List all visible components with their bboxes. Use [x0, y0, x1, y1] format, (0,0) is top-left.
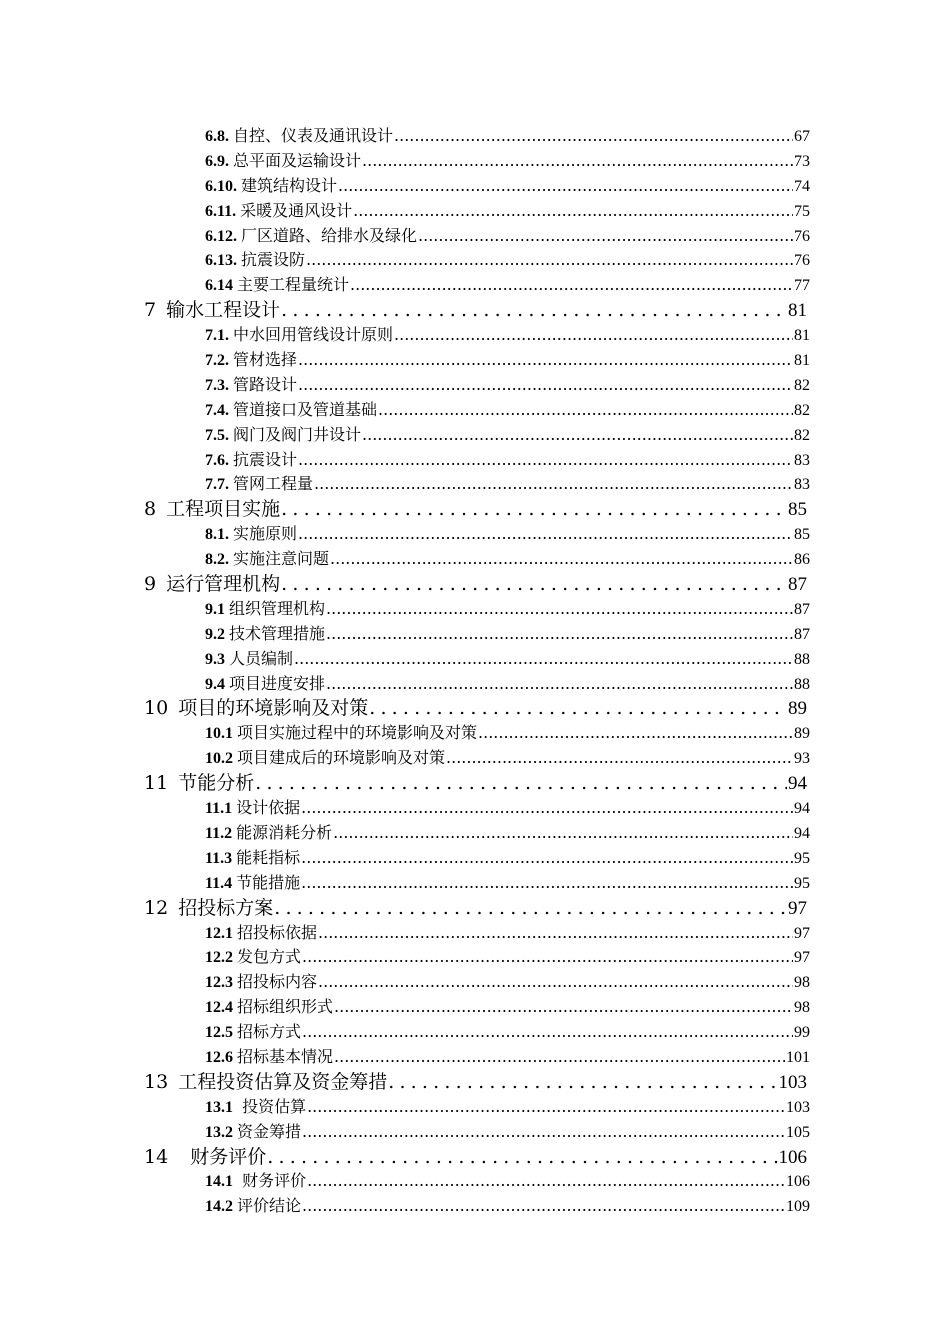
toc-entry-text: 工程项目实施: [166, 498, 281, 521]
toc-entry-number: 6.8.: [205, 128, 229, 145]
dot-leader: [307, 1095, 785, 1120]
toc-entry-text: 建筑结构设计: [241, 175, 338, 195]
toc-entry-title: [205, 423, 361, 449]
toc-entry-number: 12.5: [205, 1024, 233, 1042]
toc-chapter-entry[interactable]: [0, 896, 950, 921]
toc-entry-title: [205, 647, 293, 673]
toc-entry-title: [205, 721, 477, 747]
dot-leader: [338, 174, 793, 199]
dot-leader: [298, 348, 793, 373]
toc-entry-text: 管道接口及管道基础: [233, 399, 378, 419]
toc-entry-number: 12.1: [205, 924, 233, 942]
toc-entry-title: [205, 846, 300, 872]
toc-entry-text: 抗震设计: [233, 449, 298, 469]
toc-section-entry[interactable]: [0, 174, 950, 199]
toc-entry-text: 组织管理机构: [229, 598, 326, 618]
table-of-contents: [0, 124, 950, 1219]
toc-entry-title: [205, 323, 393, 349]
toc-section-entry[interactable]: [0, 970, 950, 995]
dot-leader: [318, 921, 793, 946]
toc-entry-text: 财务评价: [237, 1171, 307, 1191]
toc-page-number: 103: [786, 1098, 810, 1116]
toc-page-number: 98: [794, 974, 810, 992]
toc-entry-number: 7.7.: [205, 476, 229, 494]
toc-section-entry[interactable]: [0, 1120, 950, 1145]
toc-entry-number: 9: [144, 573, 157, 596]
toc-entry-text: 项目实施过程中的环境影响及对策: [237, 723, 478, 743]
toc-entry-title: [205, 871, 300, 897]
toc-section-entry[interactable]: [0, 647, 950, 672]
toc-entry-title: [205, 547, 329, 573]
toc-entry-number: 13.2: [205, 1123, 233, 1141]
toc-entry-number: 12: [144, 896, 169, 919]
toc-page-number: 85: [794, 526, 810, 544]
toc-page-number: 97: [788, 897, 807, 919]
toc-entry-text: 管网工程量: [233, 474, 314, 494]
toc-chapter-entry[interactable]: [0, 298, 950, 323]
toc-page-number: 76: [794, 227, 810, 245]
toc-entry-text: 评价结论: [237, 1196, 302, 1216]
toc-entry-text: 抗震设防: [241, 250, 306, 270]
toc-section-entry[interactable]: [0, 348, 950, 373]
toc-entry-title: [144, 1145, 266, 1170]
toc-entry-number: 14: [144, 1145, 169, 1168]
toc-entry-text: 运行管理机构: [166, 573, 281, 596]
toc-entry-number: 6.14: [205, 277, 233, 295]
toc-section-entry[interactable]: [0, 224, 950, 249]
toc-section-entry[interactable]: [0, 423, 950, 448]
toc-page-number: 94: [794, 824, 810, 842]
toc-section-entry[interactable]: [0, 721, 950, 746]
toc-entry-number: 6.9.: [205, 152, 229, 170]
dot-leader: [378, 398, 793, 423]
toc-section-entry[interactable]: [0, 273, 950, 298]
toc-page-number: 76: [794, 252, 810, 270]
dot-leader: [394, 323, 793, 348]
toc-entry-number: 8.1.: [205, 526, 229, 544]
toc-entry-text: 能源消耗分析: [236, 822, 333, 842]
toc-entry-title: [205, 472, 313, 498]
toc-entry-number: 11.2: [205, 824, 233, 842]
toc-page-number: 103: [778, 1071, 807, 1093]
dot-leader: [350, 273, 793, 298]
toc-entry-text: 工程投资估算及资金筹措: [178, 1070, 388, 1093]
toc-entry-number: 10.2: [205, 750, 233, 768]
toc-page-number: 67: [794, 128, 810, 145]
toc-page-number: 95: [794, 849, 810, 867]
toc-section-entry[interactable]: [0, 1095, 950, 1120]
toc-section-entry[interactable]: [0, 597, 950, 622]
toc-entry-text: 管路设计: [233, 374, 298, 394]
toc-entry-number: 7: [144, 299, 157, 322]
dot-leader: [306, 248, 793, 273]
dot-leader: [314, 472, 793, 497]
toc-entry-title: [205, 1169, 306, 1195]
toc-entry-number: 13: [144, 1070, 169, 1093]
toc-entry-title: [144, 1070, 387, 1095]
toc-page-number: 97: [794, 924, 810, 942]
toc-entry-number: 14.1: [205, 1173, 233, 1191]
toc-entry-number: 12.2: [205, 949, 233, 967]
toc-entry-text: 中水回用管线设计原则: [233, 325, 394, 345]
toc-entry-text: 主要工程量统计: [237, 275, 350, 295]
toc-entry-number: 10.1: [205, 725, 233, 743]
toc-entry-number: 7.3.: [205, 376, 229, 394]
toc-entry-title: [144, 572, 280, 597]
toc-entry-text: 招投标依据: [237, 922, 318, 942]
toc-entry-text: 设计依据: [236, 798, 301, 818]
toc-entry-number: 13.1: [205, 1098, 233, 1116]
toc-page-number: 88: [794, 675, 810, 693]
toc-entry-title: [205, 224, 417, 250]
dot-leader: [267, 1145, 777, 1170]
toc-entry-title: [205, 796, 300, 822]
dot-leader: [302, 1120, 785, 1145]
toc-entry-text: 财务评价: [178, 1145, 267, 1168]
toc-entry-title: [205, 448, 297, 474]
toc-entry-text: 采暖及通风设计: [240, 200, 353, 220]
toc-entry-title: [205, 921, 317, 947]
toc-section-entry[interactable]: [0, 871, 950, 896]
dot-leader: [362, 149, 793, 174]
dot-leader: [326, 597, 793, 622]
toc-entry-text: 自控、仪表及通讯设计: [233, 126, 394, 145]
toc-entry-text: 项目进度安排: [229, 673, 326, 693]
toc-entry-number: 6.12.: [205, 227, 237, 245]
toc-entry-title: [205, 199, 352, 225]
dot-leader: [302, 945, 793, 970]
dot-leader: [301, 846, 793, 871]
toc-entry-text: 人员编制: [229, 648, 294, 668]
dot-leader: [298, 448, 793, 473]
dot-leader: [281, 497, 787, 522]
dot-leader: [353, 199, 793, 224]
toc-entry-text: 实施注意问题: [233, 549, 330, 569]
toc-page-number: 99: [794, 1024, 810, 1042]
toc-page-number: 81: [788, 300, 807, 322]
toc-page-number: 98: [794, 999, 810, 1017]
toc-entry-title: [205, 174, 337, 200]
toc-entry-number: 12.4: [205, 999, 233, 1017]
toc-entry-text: 输水工程设计: [166, 299, 281, 322]
toc-entry-title: [144, 696, 368, 721]
toc-section-entry[interactable]: [0, 821, 950, 846]
toc-entry-title: [144, 298, 280, 323]
toc-entry-number: 11: [144, 772, 169, 795]
toc-page-number: 94: [788, 773, 807, 795]
dot-leader: [274, 896, 787, 921]
dot-leader: [478, 721, 793, 746]
dot-leader: [334, 995, 793, 1020]
toc-page-number: 85: [788, 499, 807, 521]
toc-entry-number: 6.10.: [205, 177, 237, 195]
toc-entry-title: [205, 995, 333, 1021]
dot-leader: [301, 871, 793, 896]
toc-entry-number: 6.11.: [205, 202, 237, 220]
toc-page-number: 93: [794, 750, 810, 768]
toc-chapter-entry[interactable]: [0, 771, 950, 796]
toc-entry-number: 12.3: [205, 974, 233, 992]
toc-section-entry[interactable]: [0, 1169, 950, 1194]
toc-section-entry[interactable]: [0, 199, 950, 224]
toc-entry-text: 招投标内容: [237, 972, 318, 992]
toc-page-number: 88: [794, 650, 810, 668]
dot-leader: [394, 124, 793, 149]
toc-chapter-entry[interactable]: [0, 696, 950, 721]
toc-entry-text: 阀门及阀门井设计: [233, 424, 362, 444]
toc-entry-text: 管材选择: [233, 350, 298, 370]
dot-leader: [301, 796, 793, 821]
toc-section-entry[interactable]: [0, 622, 950, 647]
toc-entry-title: [144, 771, 254, 796]
toc-section-entry[interactable]: [0, 522, 950, 547]
toc-page-number: 87: [794, 600, 810, 618]
dot-leader: [318, 970, 793, 995]
toc-entry-title: [205, 1020, 301, 1046]
dot-leader: [334, 1045, 785, 1070]
dot-leader: [294, 647, 793, 672]
toc-page-number: 81: [794, 352, 810, 370]
toc-section-entry[interactable]: [0, 323, 950, 348]
dot-leader: [302, 1020, 793, 1045]
toc-entry-text: 资金筹措: [237, 1121, 302, 1141]
toc-entry-text: 招投标方案: [178, 896, 274, 919]
toc-entry-number: 10: [144, 697, 169, 720]
toc-entry-text: 招标方式: [237, 1022, 302, 1042]
toc-section-entry[interactable]: [0, 1020, 950, 1045]
toc-chapter-entry[interactable]: [0, 497, 950, 522]
dot-leader: [255, 771, 787, 796]
toc-page-number: 81: [794, 327, 810, 345]
toc-entry-number: 11.3: [205, 849, 233, 867]
toc-entry-title: [205, 1045, 333, 1071]
toc-entry-text: 节能分析: [178, 772, 255, 795]
toc-entry-title: [205, 597, 325, 623]
toc-entry-number: 14.2: [205, 1198, 233, 1216]
toc-section-entry[interactable]: [0, 472, 950, 497]
toc-section-entry[interactable]: [0, 1194, 950, 1219]
toc-entry-text: 技术管理措施: [229, 623, 326, 643]
toc-entry-number: 6.13.: [205, 252, 237, 270]
toc-entry-text: 节能措施: [236, 872, 301, 892]
toc-entry-title: [205, 945, 301, 971]
toc-entry-text: 招标组织形式: [237, 997, 334, 1017]
toc-section-entry[interactable]: [0, 149, 950, 174]
dot-leader: [281, 572, 787, 597]
toc-section-entry[interactable]: [0, 846, 950, 871]
toc-entry-number: 9.2: [205, 625, 225, 643]
toc-page-number: 97: [794, 949, 810, 967]
toc-section-entry[interactable]: [0, 995, 950, 1020]
toc-page-number: 83: [794, 451, 810, 469]
toc-section-entry[interactable]: [0, 945, 950, 970]
toc-section-entry[interactable]: [0, 1045, 950, 1070]
dot-leader: [302, 1194, 785, 1219]
toc-section-entry[interactable]: [0, 398, 950, 423]
toc-entry-title: [205, 522, 297, 548]
toc-entry-title: [205, 248, 305, 274]
dot-leader: [333, 821, 793, 846]
toc-page-number: 95: [794, 874, 810, 892]
toc-page-number: 74: [794, 177, 810, 195]
toc-entry-title: [205, 746, 445, 772]
toc-entry-title: [205, 149, 361, 175]
toc-entry-title: [205, 1194, 301, 1220]
toc-entry-number: 8.2.: [205, 551, 229, 569]
dot-leader: [388, 1070, 777, 1095]
toc-entry-title: [205, 398, 377, 424]
dot-leader: [326, 622, 793, 647]
toc-page-number: 89: [788, 698, 807, 720]
toc-entry-number: 9.1: [205, 600, 225, 618]
dot-leader: [298, 373, 793, 398]
dot-leader: [281, 298, 787, 323]
toc-section-entry[interactable]: [0, 547, 950, 572]
toc-entry-number: 7.4.: [205, 401, 229, 419]
toc-page-number: 82: [794, 401, 810, 419]
dot-leader: [446, 746, 793, 771]
toc-entry-text: 能耗指标: [236, 847, 301, 867]
toc-page-number: 106: [778, 1146, 807, 1168]
toc-entry-title: [205, 970, 317, 996]
toc-page-number: 87: [794, 625, 810, 643]
toc-entry-title: [205, 1095, 306, 1121]
toc-page-number: 86: [794, 551, 810, 569]
toc-chapter-entry[interactable]: [0, 1145, 950, 1170]
toc-section-entry[interactable]: [0, 796, 950, 821]
dot-leader: [418, 224, 793, 249]
toc-entry-text: 实施原则: [233, 524, 298, 544]
dot-leader: [298, 522, 793, 547]
toc-entry-number: 11.4: [205, 874, 233, 892]
toc-chapter-entry[interactable]: [0, 1070, 950, 1095]
toc-entry-number: 12.6: [205, 1048, 233, 1066]
toc-page-number: 87: [788, 574, 807, 596]
toc-page-number: 109: [786, 1198, 810, 1216]
toc-entry-text: 项目的环境影响及对策: [178, 697, 369, 720]
toc-entry-text: 总平面及运输设计: [233, 150, 362, 170]
toc-page-number: 82: [794, 426, 810, 444]
toc-section-entry[interactable]: [0, 373, 950, 398]
toc-entry-number: 11.1: [205, 800, 233, 818]
toc-entry-title: [144, 896, 273, 921]
toc-entry-title: [205, 373, 297, 399]
toc-entry-number: 8: [144, 498, 157, 521]
toc-entry-number: 9.4: [205, 675, 225, 693]
toc-page-number: 94: [794, 800, 810, 818]
toc-entry-number: 7.6.: [205, 451, 229, 469]
toc-section-entry[interactable]: [0, 124, 950, 149]
toc-section-entry[interactable]: [0, 248, 950, 273]
toc-chapter-entry[interactable]: [0, 572, 950, 597]
toc-entry-number: 9.3: [205, 650, 225, 668]
toc-entry-text: 厂区道路、给排水及绿化: [241, 225, 418, 245]
toc-entry-text: 招标基本情况: [237, 1046, 334, 1066]
toc-page-number: 83: [794, 476, 810, 494]
toc-page-number: 89: [794, 725, 810, 743]
toc-section-entry[interactable]: [0, 921, 950, 946]
toc-entry-title: [205, 124, 393, 150]
toc-page-number: 106: [786, 1173, 810, 1191]
toc-entry-title: [205, 821, 332, 847]
toc-section-entry[interactable]: [0, 448, 950, 473]
toc-entry-number: 7.5.: [205, 426, 229, 444]
toc-page-number: 75: [794, 202, 810, 220]
toc-entry-number: 7.1.: [205, 327, 229, 345]
toc-entry-text: 投资估算: [237, 1096, 307, 1116]
dot-leader: [362, 423, 793, 448]
toc-page-number: 105: [786, 1123, 810, 1141]
dot-leader: [307, 1169, 785, 1194]
toc-section-entry[interactable]: [0, 746, 950, 771]
toc-entry-title: [205, 348, 297, 374]
toc-entry-title: [205, 273, 349, 299]
toc-section-entry[interactable]: [0, 672, 950, 697]
toc-page-number: 77: [794, 277, 810, 295]
toc-entry-title: [205, 622, 325, 648]
toc-entry-number: 7.2.: [205, 352, 229, 370]
toc-page-number: 82: [794, 376, 810, 394]
toc-entry-title: [205, 672, 325, 698]
toc-entry-title: [144, 497, 280, 522]
toc-page-number: 101: [786, 1048, 810, 1066]
toc-entry-text: 项目建成后的环境影响及对策: [237, 748, 446, 768]
toc-page-number: 73: [794, 152, 810, 170]
dot-leader: [326, 672, 793, 697]
dot-leader: [330, 547, 793, 572]
dot-leader: [369, 696, 787, 721]
toc-entry-title: [205, 1120, 301, 1146]
toc-entry-text: 发包方式: [237, 947, 302, 967]
